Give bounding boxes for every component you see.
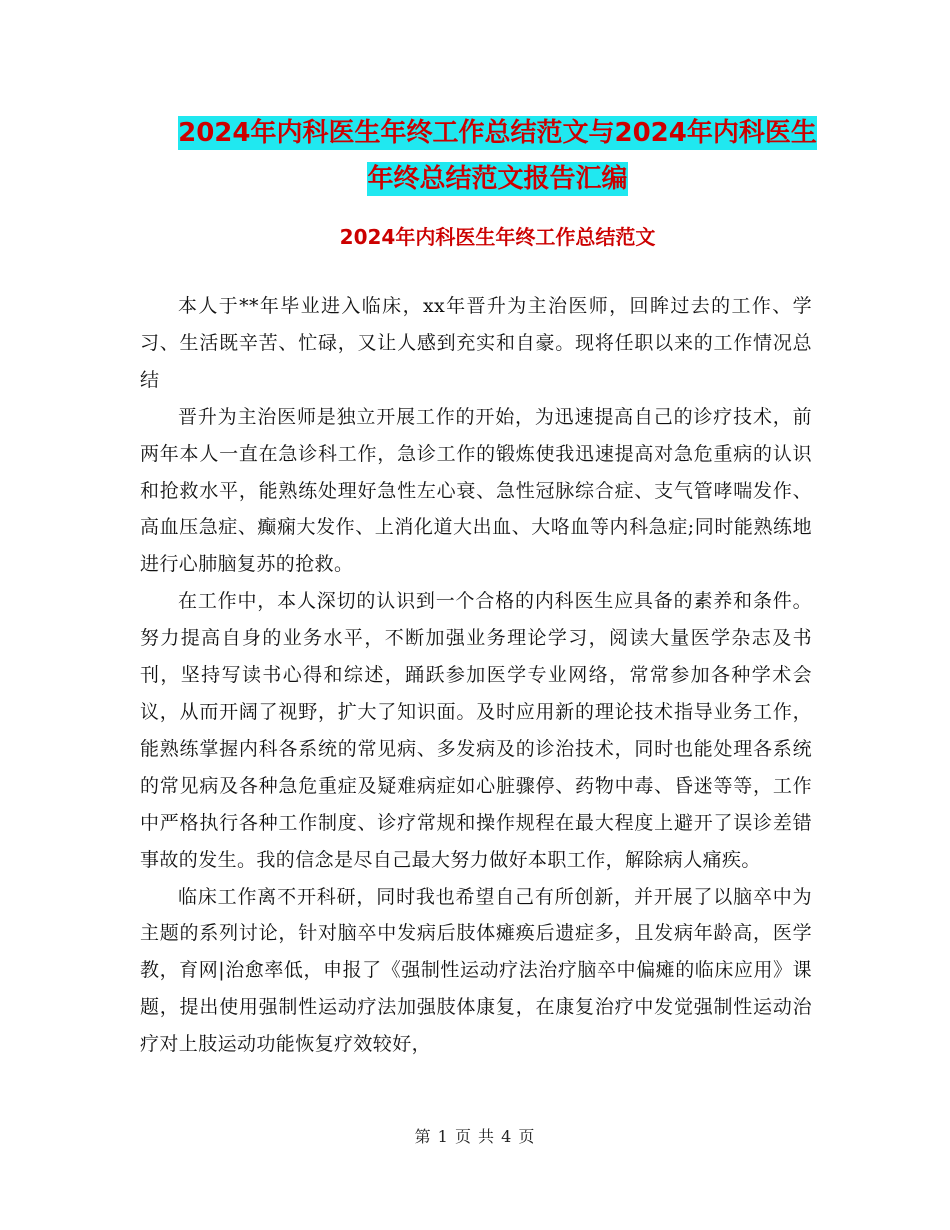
body-text bbox=[140, 288, 812, 1063]
paragraph-1: 本人于**年毕业进入临床，xx年晋升为主治医师，回眸过去的工作、学习、生活既辛苦、忙碌，又让人感到充实和自豪。现将任职以来的工作情况总结 bbox=[140, 295, 812, 391]
document-title bbox=[140, 110, 855, 202]
paragraph-4: 临床工作离不开科研，同时我也希望自己有所创新，并开展了以脑卒中为主题的系列讨论，针对脑卒中发病后肢体瘫痪后遗症多，且发病年龄高，医学教，育网|治愈率低，申报了《强制性运动疗法治疗脑卒中偏瘫的临床应用》课题，提出使用强制性运动疗法加强肢体康复，在康复治疗中发觉强制性运动治疗对上肢运动功能恢复疗效较好， bbox=[140, 885, 812, 1056]
paragraph-2: 晋升为主治医师是独立开展工作的开始，为迅速提高自己的诊疗技术，前两年本人一直在急诊科工作，急诊工作的锻炼使我迅速提高对急危重病的认识和抢救水平，能熟练处理好急性左心衰、急性冠脉综合症、支气管哮喘发作、高血压急症、癫痫大发作、上消化道大出血、大咯血等内科急症;同时能熟练地进行心肺脑复苏的抢救。 bbox=[140, 405, 812, 576]
page-footer: 第 1 页 共 4 页 bbox=[414, 1127, 536, 1146]
title-line-2: 年终总结范文报告汇编 bbox=[367, 164, 628, 194]
title-line-1: 2024年内科医生年终工作总结范文与2024年内科医生 bbox=[178, 118, 817, 148]
section-title: 2024年内科医生年终工作总结范文 bbox=[339, 225, 656, 249]
paragraph-3: 在工作中，本人深切的认识到一个合格的内科医生应具备的素养和条件。努力提高自身的业务水平，不断加强业务理论学习，阅读大量医学杂志及书刊，坚持写读书心得和综述，踊跃参加医学专业网络，常常参加各种学术会议，从而开阔了视野，扩大了知识面。及时应用新的理论技术指导业务工作，能熟练掌握内科各系统的常见病、多发病及的诊治技术，同时也能处理各系统的常见病及各种急危重症及疑难病症如心脏骤停、药物中毒、昏迷等等，工作中严格执行各种工作制度、诊疗常规和操作规程在最大程度上避开了误诊差错事故的发生。我的信念是尽自己最大努力做好本职工作，解除病人痛疾。 bbox=[140, 590, 812, 871]
